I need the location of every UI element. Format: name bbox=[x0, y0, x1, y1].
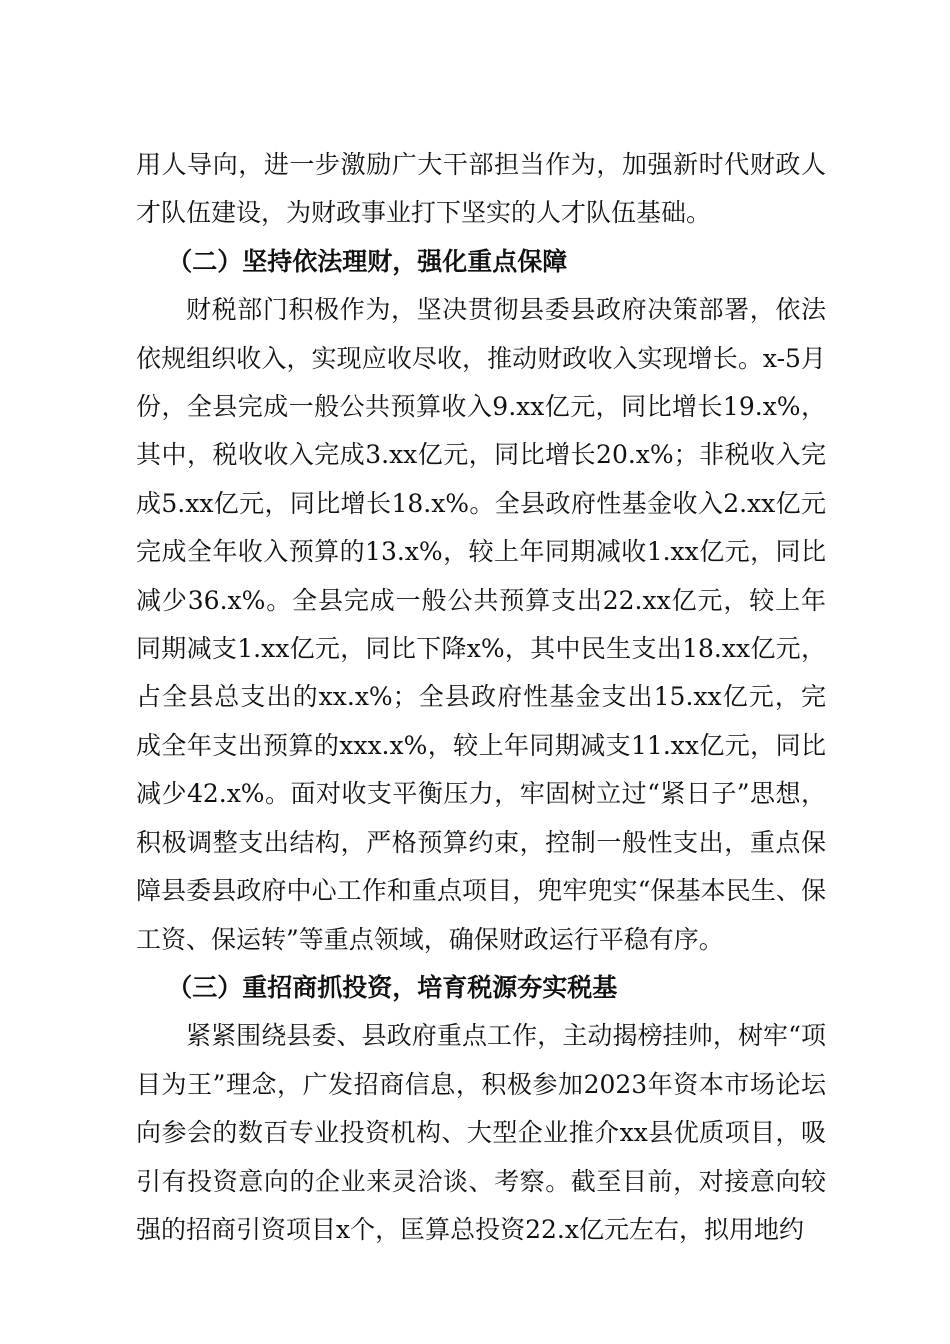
document-body bbox=[136, 141, 826, 1254]
section-heading-investment-attraction: （三）重招商抓投资，培育税源夯实税基 bbox=[167, 972, 618, 1002]
section-heading-fiscal-management: （二）坚持依法理财，强化重点保障 bbox=[167, 246, 568, 276]
paragraph-fiscal-revenue-expenditure: 财税部门积极作为，坚决贯彻县委县政府决策部署，依法依规组织收入，实现应收尽收，推动财政收入实现增长。x-5月份，全县完成一般公共预算收入9.xx亿元，同比增长19.x%，其中，税收收入完成3.xx亿元，同比增长20.x%；非税收入完成5.xx亿元，同比增长18.x%。全县政府性基金收入2.xx亿元完成全年收入预算的13.x%，较上年同期减收1.xx亿元，同比减少36.x%。全县完成一般公共预算支出22.xx亿元，较上年同期减支1.xx亿元，同比下降x%，其中民生支出18.xx亿元，占全县总支出的xx.x%；全县政府性基金支出15.xx亿元，完成全年支出预算的xxx.x%，较上年同期减支11.xx亿元，同比减少42.x%。面对收支平衡压力，牢固树立过“紧日子”思想，积极调整支出结构，严格预算约束，控制一般性支出，重点保障县委县政府中心工作和重点项目，兜牢兜实“保基本民生、保工资、保运转”等重点领域，确保财政运行平稳有序。 bbox=[136, 295, 826, 954]
paragraph-investment-projects: 紧紧围绕县委、县政府重点工作，主动揭榜挂帅，树牢“项目为王”理念，广发招商信息，积极参加2023年资本市场论坛向参会的数百专业投资机构、大型企业推介xx县优质项目，吸引有投资意向的企业来灵洽谈、考察。截至目前，对接意向较强的招商引资项目x个，匡算总投资22.x亿元左右，拟用地约 bbox=[136, 1021, 826, 1244]
paragraph-talent-team-continuation: 用人导向，进一步激励广大干部担当作为，加强新时代财政人才队伍建设，为财政事业打下坚实的人才队伍基础。 bbox=[136, 150, 826, 228]
